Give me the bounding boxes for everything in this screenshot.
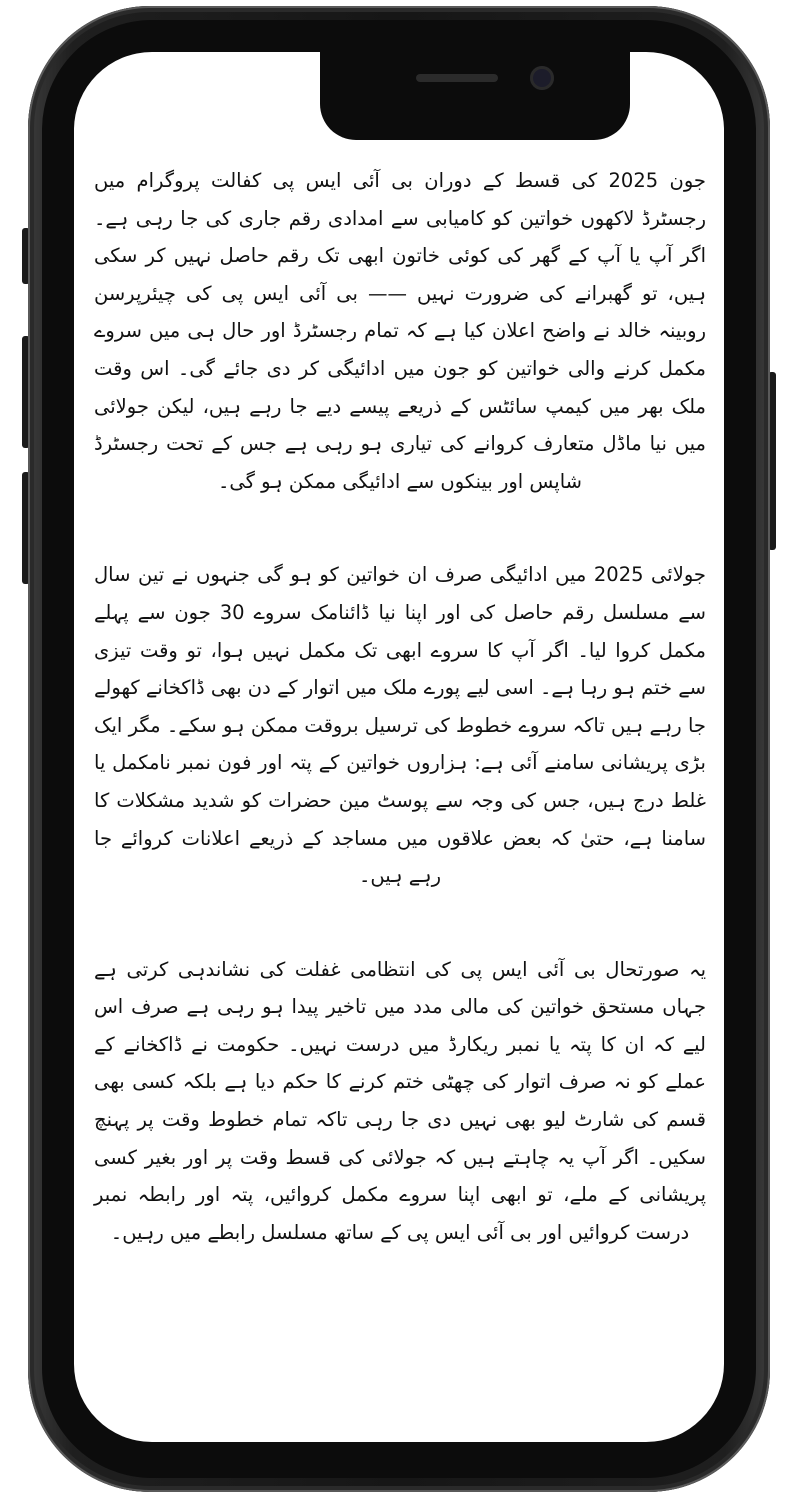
article-paragraph: جون 2025 کی قسط کے دوران بی آئی ایس پی کفالت پروگرام میں رجسٹرڈ لاکھوں خواتین کو کامیابی سے امدادی رقم جاری کی جا رہی ہے۔ اگر آپ یا آپ کے گھر کی کوئی خاتون ابھی تک رقم حاصل نہیں کر سکی ہیں، تو گھبرانے کی ضرورت نہیں —— بی آئی ایس پی کی چیئرپرسن روبینہ خالد نے واضح اعلان کیا ہے کہ تمام رجسٹرڈ اور حال ہی میں سروے مکمل کرنے والی خواتین کو جون میں ادائیگی کر دی جائے گی۔ اس وقت ملک بھر میں کیمپ سائٹس کے ذریعے پیسے دیے جا رہے ہیں، لیکن جولائی میں نیا ماڈل متعارف کروانے کی تیاری ہو رہی ہے جس کے تحت رجسٹرڈ شاپس اور بینکوں سے ادائیگی ممکن ہو گی۔ xyxy=(94,169,706,493)
article-paragraph: یہ صورتحال بی آئی ایس پی کی انتظامی غفلت کی نشاندہی کرتی ہے جہاں مستحق خواتین کی مالی مدد میں تاخیر پیدا ہو رہی ہے صرف اس لیے کہ ان کا پتہ یا نمبر ریکارڈ میں درست نہیں۔ حکومت نے ڈاکخانے کے عملے کو نہ صرف اتوار کی چھٹی ختم کرنے کا حکم دیا ہے بلکہ کسی بھی قسم کی شارٹ لیو بھی نہیں دی جا رہی تاکہ تمام خطوط وقت پر پہنچ سکیں۔ اگر آپ یہ چاہتے ہیں کہ جولائی کی قسط وقت پر اور بغیر کسی پریشانی کے ملے، تو ابھی اپنا سروے مکمل کروائیں، پتہ اور رابطہ نمبر درست کروائیں اور بی آئی ایس پی کے ساتھ مسلسل رابطے میں رہیں۔ xyxy=(94,957,706,1244)
article-paragraph: جولائی 2025 میں ادائیگی صرف ان خواتین کو ہو گی جنہوں نے تین سال سے مسلسل رقم حاصل کی اور اپنا نیا ڈائنامک سروے 30 جون سے پہلے مکمل کروا لیا۔ اگر آپ کا سروے ابھی تک مکمل نہیں ہوا، تو وقت تیزی سے ختم ہو رہا ہے۔ اسی لیے پورے ملک میں اتوار کے دن بھی ڈاکخانے کھولے جا رہے ہیں تاکہ سروے خطوط کی ترسیل بروقت ممکن ہو سکے۔ مگر ایک بڑی پریشانی سامنے آئی ہے: ہزاروں خواتین کے پتہ اور فون نمبر نامکمل یا غلط درج ہیں، جس کی وجہ سے پوسٹ مین حضرات کو شدید مشکلات کا سامنا ہے، حتیٰ کہ بعض علاقوں میں مساجد کے ذریعے اعلانات کروائے جا رہے ہیں۔ xyxy=(94,563,706,888)
notch xyxy=(320,52,630,140)
article-body xyxy=(94,162,706,1307)
front-camera-icon xyxy=(530,66,554,90)
earpiece-speaker xyxy=(416,74,498,82)
